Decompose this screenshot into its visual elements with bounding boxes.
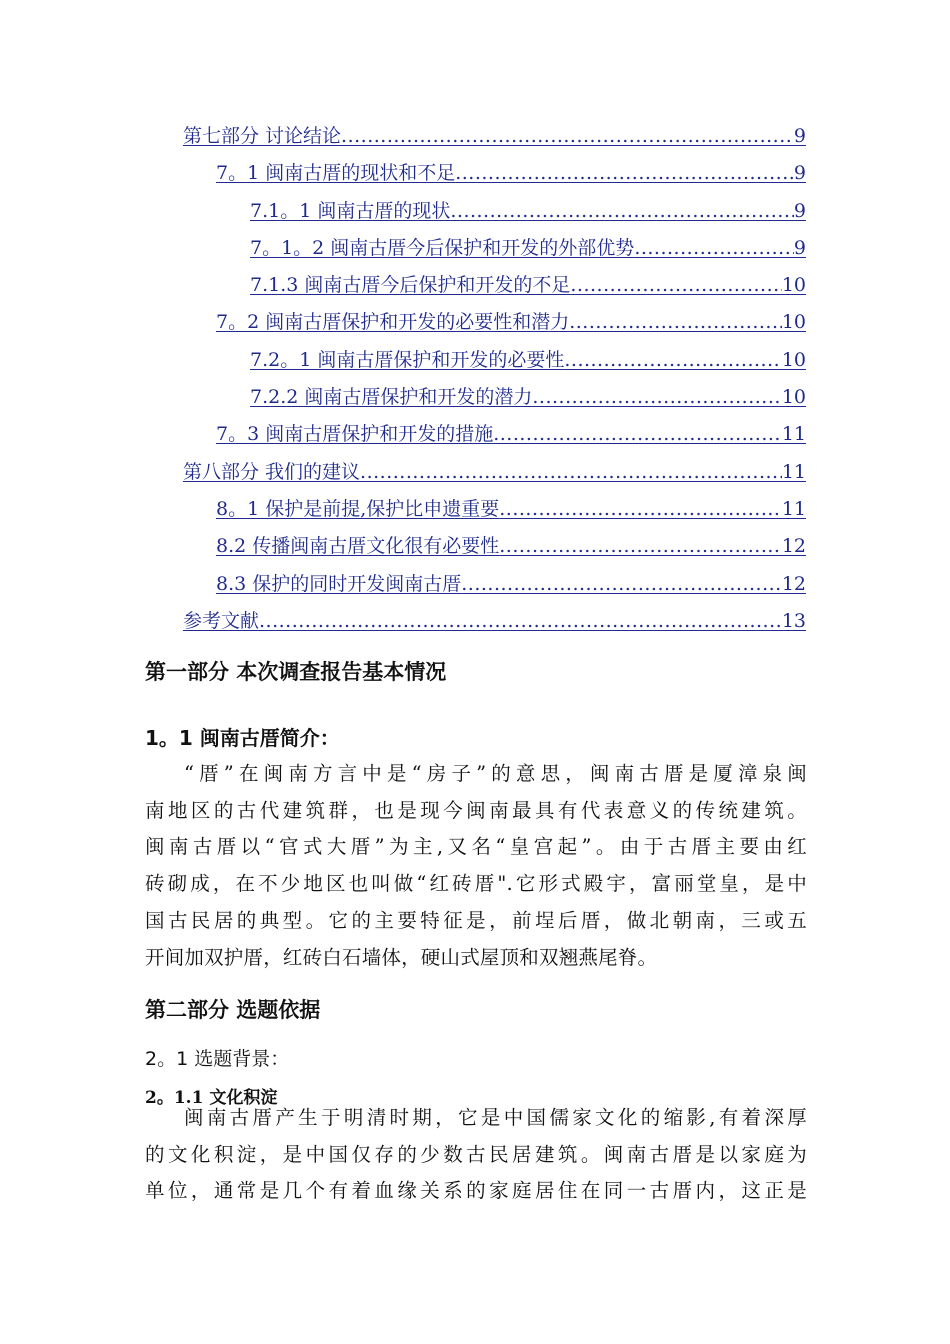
toc-page-number: 11 (781, 497, 806, 520)
section-paragraph (145, 756, 807, 976)
paragraph-line: 南地区的古代建筑群，也是现今闽南最具有代表意义的传统建筑。 (145, 798, 807, 822)
toc-entry-text: 7.2.2 闽南古厝保护和开发的潜力 (250, 386, 533, 409)
toc-page-number: 10 (781, 274, 806, 297)
paragraph-line: 开间加双护厝，红砖白石墙体，硬山式屋顶和双翘燕尾脊。 (145, 945, 658, 969)
toc-page-number: 12 (781, 572, 806, 595)
toc-leader (259, 610, 782, 632)
toc-leader (569, 311, 782, 333)
toc-leader (461, 573, 782, 595)
toc-entry[interactable] (183, 307, 806, 344)
toc-entry[interactable] (183, 196, 806, 233)
toc-leader (493, 423, 782, 445)
toc-page-number: 11 (781, 423, 806, 446)
toc-leader (450, 200, 794, 222)
toc-page-number: 11 (781, 460, 806, 483)
toc-entry-text: 第八部分 我们的建议 (183, 460, 361, 483)
paragraph-line: 国古民居的典型。它的主要特征是，前埕后厝，做北朝南，三或五 (145, 908, 807, 932)
toc-page-number: 9 (793, 162, 806, 185)
toc-entry-text: 7.1。1 闽南古厝的现状 (250, 199, 451, 222)
toc-entry[interactable] (183, 606, 806, 643)
toc-entry-text: 7。3 闽南古厝保护和开发的措施 (216, 423, 494, 446)
toc-entry[interactable] (183, 569, 806, 606)
toc-leader (455, 162, 794, 184)
toc-page-number: 10 (781, 386, 806, 409)
toc-entry[interactable] (183, 121, 806, 158)
subsubsection-heading: 2。1.1 文化积淀 (145, 1088, 278, 1108)
toc-entry-text: 8.3 保护的同时开发闽南古厝 (216, 572, 462, 595)
toc-entry[interactable] (183, 531, 806, 568)
toc-entry[interactable] (183, 270, 806, 307)
toc-entry-text: 参考文献 (183, 609, 260, 632)
section-heading: 第一部分 本次调查报告基本情况 (145, 660, 447, 684)
section-heading: 第二部分 选题依据 (145, 998, 321, 1022)
toc-entry[interactable] (183, 345, 806, 382)
toc-entry-text: 8.2 传播闽南古厝文化很有必要性 (216, 535, 500, 558)
toc-leader (360, 461, 782, 483)
paragraph-line: 砖砌成，在不少地区也叫做“红砖厝".它形式殿宇，富丽堂皇，是中 (145, 872, 807, 896)
toc-entry-text: 7。2 闽南古厝保护和开发的必要性和潜力 (216, 311, 570, 334)
toc-leader (341, 125, 794, 147)
toc-entry-text: 第七部分 讨论结论 (183, 125, 342, 147)
section-paragraph (145, 1100, 807, 1210)
toc-page-number: 13 (781, 609, 806, 632)
toc-leader (499, 498, 782, 520)
toc-leader (634, 237, 794, 259)
toc-entry[interactable] (183, 233, 806, 270)
toc-entry[interactable] (183, 494, 806, 531)
table-of-contents (183, 121, 806, 643)
toc-page-number: 9 (793, 236, 806, 259)
toc-entry[interactable] (183, 457, 806, 494)
toc-page-number: 10 (781, 311, 806, 334)
paragraph-line: 闽南古厝产生于明清时期，它是中国儒家文化的缩影,有着深厚 (184, 1106, 807, 1129)
toc-page-number: 12 (781, 535, 806, 558)
paragraph-line: “厝”在闽南方言中是“房子”的意思，闽南古厝是厦漳泉闽 (184, 762, 807, 785)
toc-page-number: 9 (793, 199, 806, 222)
toc-page-number: 9 (793, 125, 806, 147)
toc-entry-text: 8。1 保护是前提,保护比申遗重要 (216, 497, 500, 520)
paragraph-line: 的文化积淀，是中国仅存的少数古民居建筑。闽南古厝是以家庭为 (145, 1142, 807, 1166)
toc-entry-text: 7.1.3 闽南古厝今后保护和开发的不足 (250, 274, 571, 297)
toc-entry-text: 7。1。2 闽南古厝今后保护和开发的外部优势 (250, 236, 635, 259)
paragraph-line: 单位，通常是几个有着血缘关系的家庭居住在同一古厝内，这正是 (145, 1179, 807, 1203)
toc-leader (564, 349, 781, 371)
subsection-heading: 2。1 选题背景： (145, 1048, 290, 1070)
toc-leader (499, 535, 782, 557)
toc-leader (570, 274, 781, 296)
toc-entry[interactable] (183, 158, 806, 195)
toc-entry-text: 7.2。1 闽南古厝保护和开发的必要性 (250, 348, 565, 371)
toc-page-number: 10 (781, 348, 806, 371)
paragraph-line: 闽南古厝以“官式大厝”为主,又名“皇宫起”。由于古厝主要由红 (145, 835, 807, 859)
toc-leader (532, 386, 781, 408)
toc-entry[interactable] (183, 382, 806, 419)
toc-entry-text: 7。1 闽南古厝的现状和不足 (216, 162, 456, 185)
subsection-heading: 1。1 闽南古厝简介： (145, 726, 340, 750)
toc-entry[interactable] (183, 419, 806, 456)
